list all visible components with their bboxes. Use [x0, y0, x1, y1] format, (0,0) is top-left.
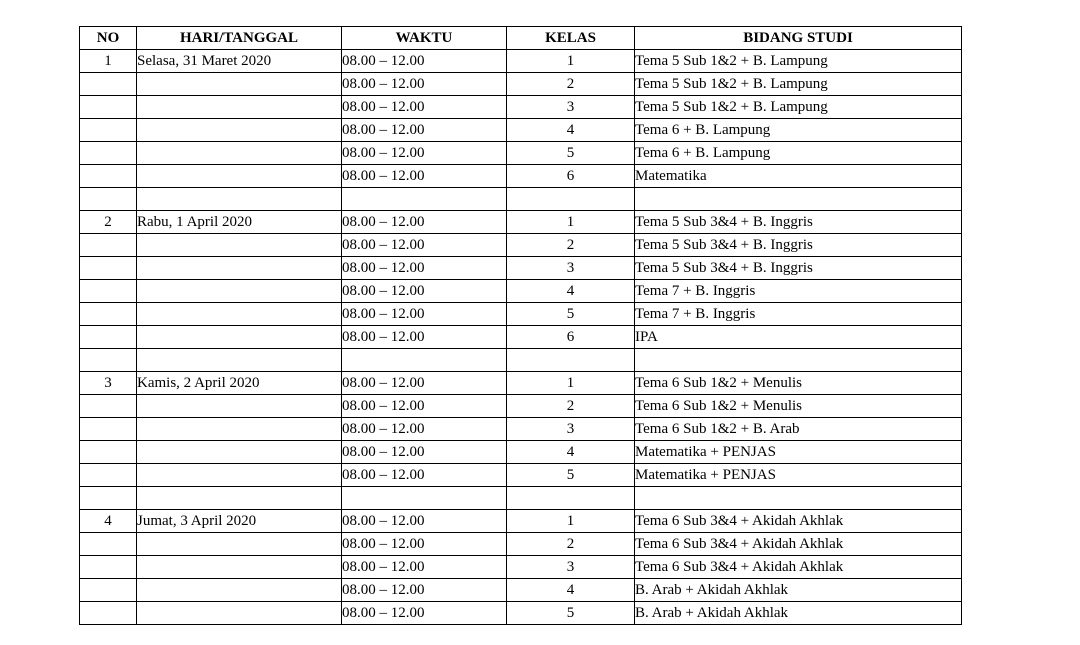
separator-row: [80, 349, 962, 372]
row-no-cell: [80, 441, 137, 464]
row-time-cell: 08.00 – 12.00: [342, 326, 507, 349]
row-day-cell: [137, 395, 342, 418]
row-class-cell: 5: [507, 464, 635, 487]
row-subject-cell: Tema 5 Sub 1&2 + B. Lampung: [635, 96, 962, 119]
row-class-cell: 4: [507, 579, 635, 602]
row-time-cell: 08.00 – 12.00: [342, 211, 507, 234]
row-no-cell: [80, 579, 137, 602]
header-time: WAKTU: [342, 27, 507, 50]
row-no-cell: 1: [80, 50, 137, 73]
separator-day-cell: [137, 349, 342, 372]
row-class-cell: 2: [507, 234, 635, 257]
row-time-cell: 08.00 – 12.00: [342, 556, 507, 579]
row-subject-cell: Tema 6 Sub 1&2 + Menulis: [635, 395, 962, 418]
row-class-cell: 3: [507, 257, 635, 280]
row-no-cell: [80, 165, 137, 188]
table-row: [80, 211, 962, 234]
row-subject-cell: IPA: [635, 326, 962, 349]
row-day-cell: [137, 280, 342, 303]
row-day-cell: [137, 326, 342, 349]
table-row: [80, 234, 962, 257]
separator-subject-cell: [635, 487, 962, 510]
table-row: [80, 556, 962, 579]
row-time-cell: 08.00 – 12.00: [342, 510, 507, 533]
table-row: [80, 602, 962, 625]
row-subject-cell: Tema 6 Sub 3&4 + Akidah Akhlak: [635, 533, 962, 556]
row-subject-cell: Tema 6 Sub 3&4 + Akidah Akhlak: [635, 556, 962, 579]
row-no-cell: [80, 464, 137, 487]
row-time-cell: 08.00 – 12.00: [342, 280, 507, 303]
row-subject-cell: B. Arab + Akidah Akhlak: [635, 602, 962, 625]
row-no-cell: [80, 257, 137, 280]
table-row: [80, 165, 962, 188]
row-subject-cell: Tema 6 + B. Lampung: [635, 119, 962, 142]
row-day-cell: [137, 602, 342, 625]
row-class-cell: 4: [507, 119, 635, 142]
row-time-cell: 08.00 – 12.00: [342, 165, 507, 188]
row-subject-cell: Tema 5 Sub 3&4 + B. Inggris: [635, 211, 962, 234]
row-day-cell: [137, 556, 342, 579]
row-no-cell: [80, 326, 137, 349]
row-day-cell: [137, 234, 342, 257]
row-class-cell: 6: [507, 165, 635, 188]
row-time-cell: 08.00 – 12.00: [342, 395, 507, 418]
row-class-cell: 1: [507, 372, 635, 395]
row-day-cell: [137, 441, 342, 464]
row-no-cell: [80, 234, 137, 257]
row-no-cell: 4: [80, 510, 137, 533]
table-row: [80, 73, 962, 96]
row-no-cell: [80, 556, 137, 579]
row-no-cell: [80, 533, 137, 556]
separator-day-cell: [137, 487, 342, 510]
table-header: [80, 27, 962, 50]
row-time-cell: 08.00 – 12.00: [342, 579, 507, 602]
row-time-cell: 08.00 – 12.00: [342, 119, 507, 142]
header-day: HARI/TANGGAL: [137, 27, 342, 50]
row-day-cell: [137, 303, 342, 326]
row-class-cell: 6: [507, 326, 635, 349]
row-day-cell: [137, 418, 342, 441]
row-time-cell: 08.00 – 12.00: [342, 602, 507, 625]
table-body: [80, 50, 962, 625]
row-class-cell: 5: [507, 303, 635, 326]
row-no-cell: [80, 119, 137, 142]
row-class-cell: 3: [507, 96, 635, 119]
separator-class-cell: [507, 349, 635, 372]
row-day-cell: [137, 73, 342, 96]
row-day-cell: Jumat, 3 April 2020: [137, 510, 342, 533]
row-day-cell: [137, 142, 342, 165]
row-time-cell: 08.00 – 12.00: [342, 533, 507, 556]
header-row: [80, 27, 962, 50]
separator-class-cell: [507, 188, 635, 211]
row-day-cell: [137, 165, 342, 188]
row-time-cell: 08.00 – 12.00: [342, 441, 507, 464]
row-no-cell: [80, 418, 137, 441]
row-time-cell: 08.00 – 12.00: [342, 418, 507, 441]
header-class: KELAS: [507, 27, 635, 50]
separator-time-cell: [342, 188, 507, 211]
row-subject-cell: Tema 5 Sub 1&2 + B. Lampung: [635, 50, 962, 73]
row-class-cell: 2: [507, 73, 635, 96]
separator-day-cell: [137, 188, 342, 211]
table-row: [80, 326, 962, 349]
row-class-cell: 4: [507, 441, 635, 464]
row-day-cell: [137, 464, 342, 487]
row-class-cell: 4: [507, 280, 635, 303]
table-row: [80, 142, 962, 165]
row-subject-cell: Tema 6 Sub 1&2 + Menulis: [635, 372, 962, 395]
row-no-cell: [80, 142, 137, 165]
row-no-cell: [80, 303, 137, 326]
row-subject-cell: Tema 5 Sub 3&4 + B. Inggris: [635, 234, 962, 257]
separator-no-cell: [80, 487, 137, 510]
separator-time-cell: [342, 349, 507, 372]
table-row: [80, 441, 962, 464]
separator-row: [80, 487, 962, 510]
row-class-cell: 3: [507, 556, 635, 579]
row-subject-cell: Matematika + PENJAS: [635, 464, 962, 487]
table-row: [80, 50, 962, 73]
row-no-cell: [80, 73, 137, 96]
row-subject-cell: B. Arab + Akidah Akhlak: [635, 579, 962, 602]
row-subject-cell: Tema 6 + B. Lampung: [635, 142, 962, 165]
separator-subject-cell: [635, 349, 962, 372]
row-time-cell: 08.00 – 12.00: [342, 303, 507, 326]
row-class-cell: 2: [507, 533, 635, 556]
row-no-cell: 3: [80, 372, 137, 395]
row-subject-cell: Matematika: [635, 165, 962, 188]
row-day-cell: Rabu, 1 April 2020: [137, 211, 342, 234]
row-time-cell: 08.00 – 12.00: [342, 50, 507, 73]
row-subject-cell: Tema 7 + B. Inggris: [635, 280, 962, 303]
row-day-cell: [137, 579, 342, 602]
header-subject: BIDANG STUDI: [635, 27, 962, 50]
row-day-cell: Selasa, 31 Maret 2020: [137, 50, 342, 73]
table-row: [80, 257, 962, 280]
table-row: [80, 280, 962, 303]
row-time-cell: 08.00 – 12.00: [342, 257, 507, 280]
row-no-cell: [80, 395, 137, 418]
row-no-cell: [80, 96, 137, 119]
row-no-cell: [80, 280, 137, 303]
row-no-cell: 2: [80, 211, 137, 234]
row-day-cell: Kamis, 2 April 2020: [137, 372, 342, 395]
row-day-cell: [137, 533, 342, 556]
row-time-cell: 08.00 – 12.00: [342, 96, 507, 119]
row-time-cell: 08.00 – 12.00: [342, 234, 507, 257]
table-row: [80, 303, 962, 326]
separator-no-cell: [80, 349, 137, 372]
separator-subject-cell: [635, 188, 962, 211]
row-no-cell: [80, 602, 137, 625]
row-subject-cell: Tema 6 Sub 3&4 + Akidah Akhlak: [635, 510, 962, 533]
row-class-cell: 2: [507, 395, 635, 418]
row-subject-cell: Tema 7 + B. Inggris: [635, 303, 962, 326]
row-time-cell: 08.00 – 12.00: [342, 372, 507, 395]
row-day-cell: [137, 119, 342, 142]
row-class-cell: 3: [507, 418, 635, 441]
row-time-cell: 08.00 – 12.00: [342, 73, 507, 96]
row-subject-cell: Tema 6 Sub 1&2 + B. Arab: [635, 418, 962, 441]
table-row: [80, 418, 962, 441]
row-time-cell: 08.00 – 12.00: [342, 464, 507, 487]
separator-time-cell: [342, 487, 507, 510]
row-subject-cell: Tema 5 Sub 3&4 + B. Inggris: [635, 257, 962, 280]
separator-no-cell: [80, 188, 137, 211]
table-row: [80, 96, 962, 119]
table-row: [80, 579, 962, 602]
row-day-cell: [137, 257, 342, 280]
row-class-cell: 5: [507, 142, 635, 165]
row-subject-cell: Matematika + PENJAS: [635, 441, 962, 464]
row-class-cell: 1: [507, 50, 635, 73]
schedule-table: [79, 26, 962, 625]
row-class-cell: 5: [507, 602, 635, 625]
row-subject-cell: Tema 5 Sub 1&2 + B. Lampung: [635, 73, 962, 96]
table-row: [80, 464, 962, 487]
row-class-cell: 1: [507, 510, 635, 533]
separator-row: [80, 188, 962, 211]
table-row: [80, 119, 962, 142]
header-no: NO: [80, 27, 137, 50]
row-day-cell: [137, 96, 342, 119]
row-time-cell: 08.00 – 12.00: [342, 142, 507, 165]
row-class-cell: 1: [507, 211, 635, 234]
table-row: [80, 372, 962, 395]
table-row: [80, 533, 962, 556]
table-row: [80, 395, 962, 418]
table-row: [80, 510, 962, 533]
separator-class-cell: [507, 487, 635, 510]
